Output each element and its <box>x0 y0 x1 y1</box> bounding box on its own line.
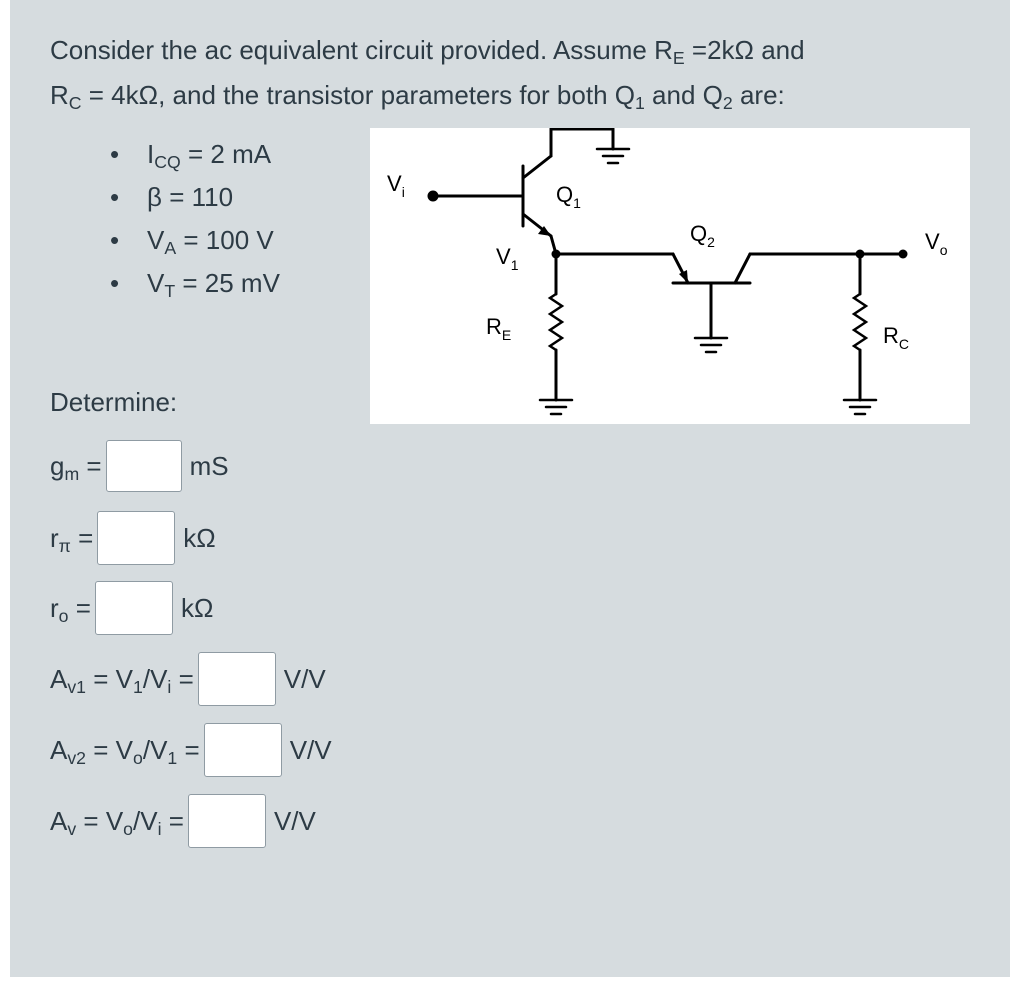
determine-heading: Determine: <box>50 387 178 417</box>
q1-label: $Q_1$ <box>556 182 581 211</box>
gm-label: $g_m$ = <box>50 450 102 484</box>
gm-row <box>50 440 229 492</box>
gm-unit: mS <box>189 450 229 481</box>
gm-input[interactable] <box>107 441 181 491</box>
rpi-input[interactable] <box>98 512 174 564</box>
av1-unit: V/V <box>283 663 326 694</box>
vo-junction-dot <box>856 250 865 259</box>
av2-unit: V/V <box>289 734 332 765</box>
av2-label: $A_{v2} = V_o/V_1$ = <box>50 734 200 768</box>
rpi-row <box>50 511 216 565</box>
vo-terminal <box>899 250 908 259</box>
av1-row <box>50 652 326 706</box>
rpi-label: $r_\pi$ = <box>50 522 94 556</box>
ro-label: $r_o$ = <box>50 592 91 626</box>
ro-answer-box[interactable] <box>95 581 173 635</box>
rpi-unit: kΩ <box>183 522 216 553</box>
v1-node-dot <box>552 250 561 259</box>
q2-label: $Q_2$ <box>690 221 715 250</box>
q1-collector <box>523 156 551 178</box>
av2-input[interactable] <box>205 724 281 776</box>
parameter-list <box>110 133 280 305</box>
ro-input[interactable] <box>96 582 172 634</box>
circuit-schematic <box>370 128 970 424</box>
av-input[interactable] <box>189 795 265 847</box>
av1-answer-box[interactable] <box>198 652 276 706</box>
gm-answer-box[interactable] <box>106 440 182 492</box>
av1-label: $A_{v1} = V_1/V_i$ = <box>50 663 194 697</box>
q2-emitter-arrow <box>679 270 688 283</box>
rc-resistor <box>854 294 866 350</box>
rpi-answer-box[interactable] <box>97 511 175 565</box>
av-unit: V/V <box>273 805 316 836</box>
av-answer-box[interactable] <box>188 794 266 848</box>
circuit-diagram <box>370 128 970 424</box>
vi-label: $V_i$ <box>387 171 405 200</box>
vo-label: $V_o$ <box>925 229 948 258</box>
re-resistor <box>550 294 562 350</box>
ro-row <box>50 581 213 635</box>
v1-label: $V_1$ <box>496 244 519 273</box>
re-label: $R_E$ <box>486 314 512 343</box>
q2-collector <box>735 254 750 283</box>
av1-input[interactable] <box>199 653 275 705</box>
param-icq: • $I_{CQ} = 2$ mA <box>110 133 280 176</box>
rc-label: $R_C$ <box>883 323 910 352</box>
av2-row <box>50 723 332 777</box>
av-label: $A_v = V_o/V_i$ = <box>50 805 184 839</box>
av-row <box>50 794 316 848</box>
ro-unit: kΩ <box>180 592 214 623</box>
param-vt: • $V_T = 25$ mV <box>110 262 280 305</box>
param-beta: • β = 110 <box>110 176 280 219</box>
av2-answer-box[interactable] <box>204 723 282 777</box>
question-text: Consider the ac equivalent circuit provided. Assume $R_E =2k\Omega$ and $R_C = 4k\Omega$, and the transistor parameters for both $Q_1$ and $Q_2$ are: <box>50 35 805 113</box>
param-va: • $V_A = 100$ V <box>110 219 280 262</box>
